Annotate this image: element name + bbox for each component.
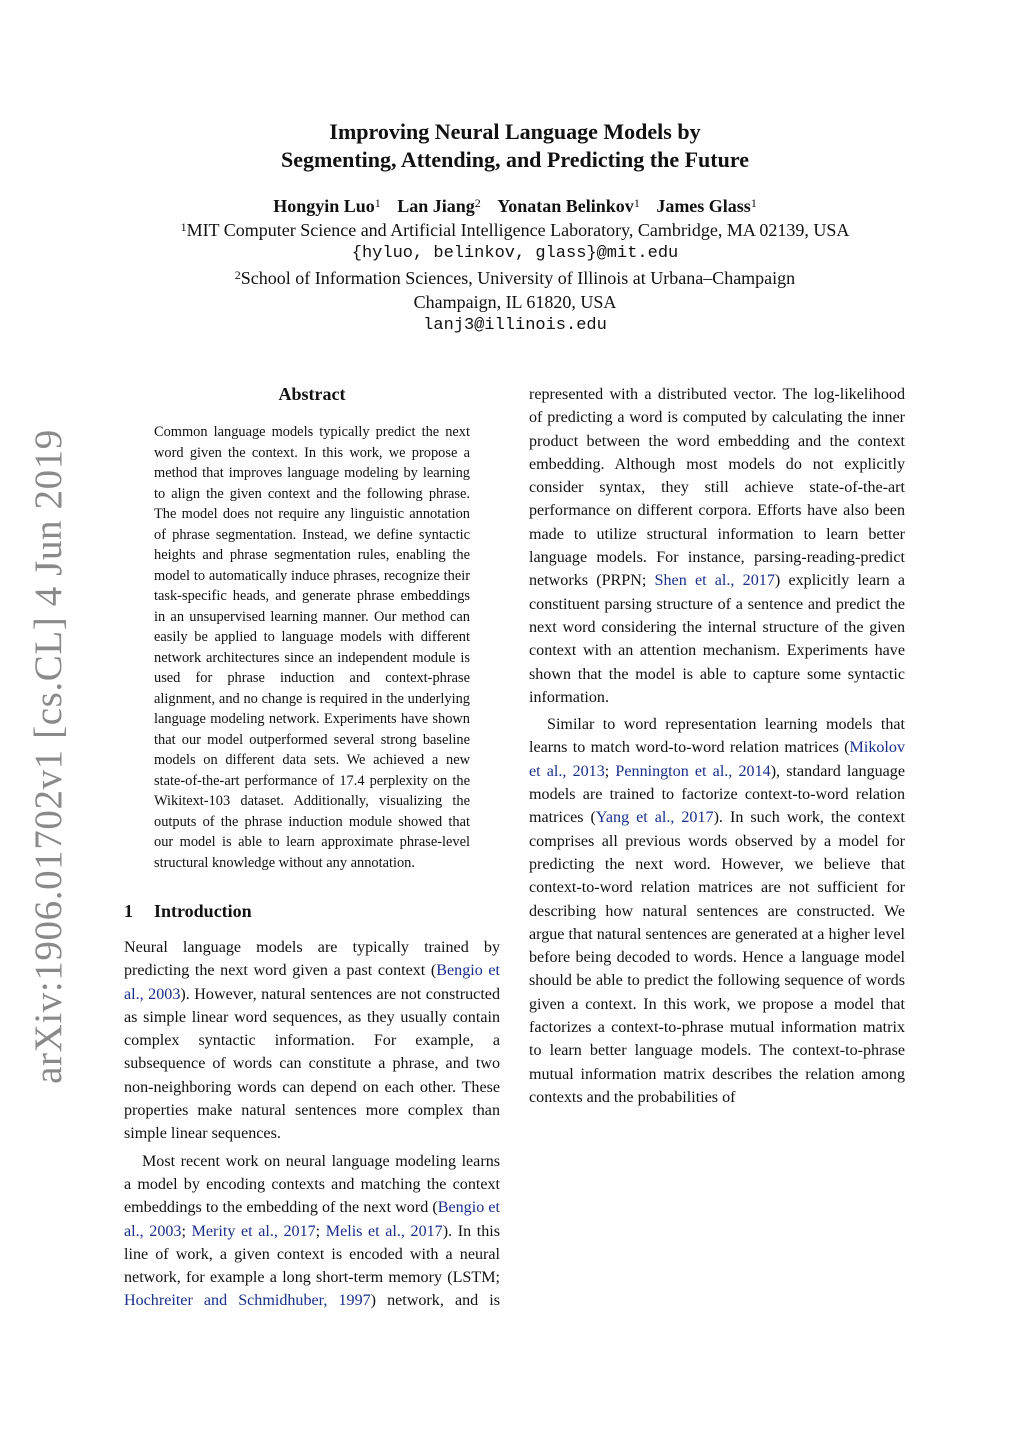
abstract-heading: Abstract: [278, 384, 346, 404]
arxiv-side-stamp: [12, 428, 84, 1084]
author: James Glass$^1$: [656, 196, 757, 216]
paper-title: [100, 118, 930, 174]
citation-link[interactable]: Merity et al., 2017: [191, 1222, 316, 1240]
author-list: [100, 194, 930, 218]
citation-link[interactable]: Yang et al., 2017: [595, 809, 714, 827]
author: Lan Jiang$^2$: [397, 196, 481, 216]
citation-link[interactable]: Shen et al., 2017: [654, 572, 775, 590]
intro-paragraph-1: Neural language models are typically trained by predicting the next word given a past context (Bengio et al., 2003). However, natural sentences are not constructed as simple linear word sequences, as they usually contain complex syntactic information. For example, a subsequence of words can constitute a phrase, and two non-neighboring words can depend on each other. These properties make natural sentences more complex than simple linear sequences.: [124, 939, 500, 1143]
section-heading-introduction: [124, 899, 500, 923]
affiliation-2-location: Champaign, IL 61820, USA: [413, 292, 617, 312]
intro-paragraph-3: Similar to word representation learning models that learns to match word-to-word relation matrices (Mikolov et al., 2013; Pennington et al., 2014), standard language models are trained to factorize context-to-word relation matrices (Yang et al., 2017). In such work, the context comprises all previous words observed by a model for predicting the next word. However, we believe that context-to-word relation matrices are not sufficient for describing how natural sentences are constructed. We argue that natural sentences are generated at a higher level before being decoded to words. Hence a language model should be able to predict the following sequence of words given a context. In this work, we propose a model that factorizes a context-to-phrase mutual information matrix to learn better language models. The context-to-phrase mutual information matrix describes the relation among contexts and the probabilities of: [529, 716, 905, 1106]
affiliation-2: $^2$School of Information Sciences, University of Illinois at Urbana–Champaign: [234, 268, 796, 288]
author: Hongyin Luo$^1$: [273, 196, 381, 216]
intro-paragraph-2-continued: represented with a distributed vector. The log-likelihood of predicting a word is computed by calculating the inner product between the word embedding and the context embedding. Although most models do not explicitly consider syntax, they still achieve state-of-the-art performance on different corpora. Efforts have also been made to utilize structural information to learn better language models. For instance, parsing-reading-predict networks (PRPN; Shen et al., 2017) explicitly learn a constituent parsing structure of a sentence and predict the next word considering the internal structure of the given context with an attention mechanism. Experiments have shown that the model is able to capture some syntactic information.: [529, 386, 905, 706]
arxiv-identifier: arXiv:1906.01702v1 [cs.CL] 4 Jun 2019: [26, 428, 70, 1084]
title-line-2: Segmenting, Attending, and Predicting the Future: [281, 147, 749, 172]
affiliation-2-email[interactable]: lanj3@illinois.edu: [423, 316, 607, 335]
author: Yonatan Belinkov$^1$: [497, 196, 640, 216]
affiliation-1-email[interactable]: {hyluo, belinkov, glass}@mit.edu: [351, 244, 679, 263]
citation-link[interactable]: Hochreiter and Schmidhuber, 1997: [124, 1292, 371, 1310]
intro-paragraph-2: Most recent work on neural language modeling learns a model by encoding contexts and matching the context embeddings to the embedding of the next word (Bengio et al., 2003; Merity et al., 2017; Melis et al., 2017). In this line of work, a given context is encoded with a neural network, for example a long short-term memory (LSTM; Hochreiter and Schmidhuber, 1997) network, and is: [124, 1152, 501, 1310]
citation-link[interactable]: Melis et al., 2017: [325, 1222, 443, 1240]
abstract-text: Common language models typically predict the next word given the context. In this work, we propose a method that improves language modeling by learning to align the given context and the following phrase. The model does not require any linguistic annotation of phrase segmentation. Instead, we define syntactic heights and phrase segmentation rules, enabling the model to automatically induce phrases, recognize their task-specific heads, and generate phrase embeddings in an unsupervised learning manner. Our method can easily be applied to language models with different network architectures since an independent module is used for phrase induction and context-phrase alignment, and no change is required in the underlying language modeling network. Experiments have shown that our model outperformed several strong baseline models on different data sets. We achieved a new state-of-the-art performance of 17.4 perplexity on the Wikitext-103 dataset. Additionally, visualizing the outputs of the phrase induction module showed that our model is able to learn approximate phrase-level structural knowledge without any annotation.: [154, 424, 470, 871]
section-number: 1: [124, 901, 133, 921]
right-column: [529, 383, 905, 1109]
citation-link[interactable]: Mikolov et al., 2013: [529, 739, 905, 780]
section-title: Introduction: [154, 901, 252, 921]
title-line-1: Improving Neural Language Models by: [329, 119, 701, 144]
paper-header: [100, 118, 930, 338]
citation-link[interactable]: Bengio et al., 2003: [124, 962, 500, 1003]
affiliation-1: $^1$MIT Computer Science and Artificial Intelligence Laboratory, Cambridge, MA 02139, USA: [180, 220, 850, 240]
citation-link[interactable]: Pennington et al., 2014: [615, 762, 771, 780]
citation-link[interactable]: Bengio et al., 2003: [124, 1199, 500, 1240]
left-column: [124, 380, 500, 1313]
